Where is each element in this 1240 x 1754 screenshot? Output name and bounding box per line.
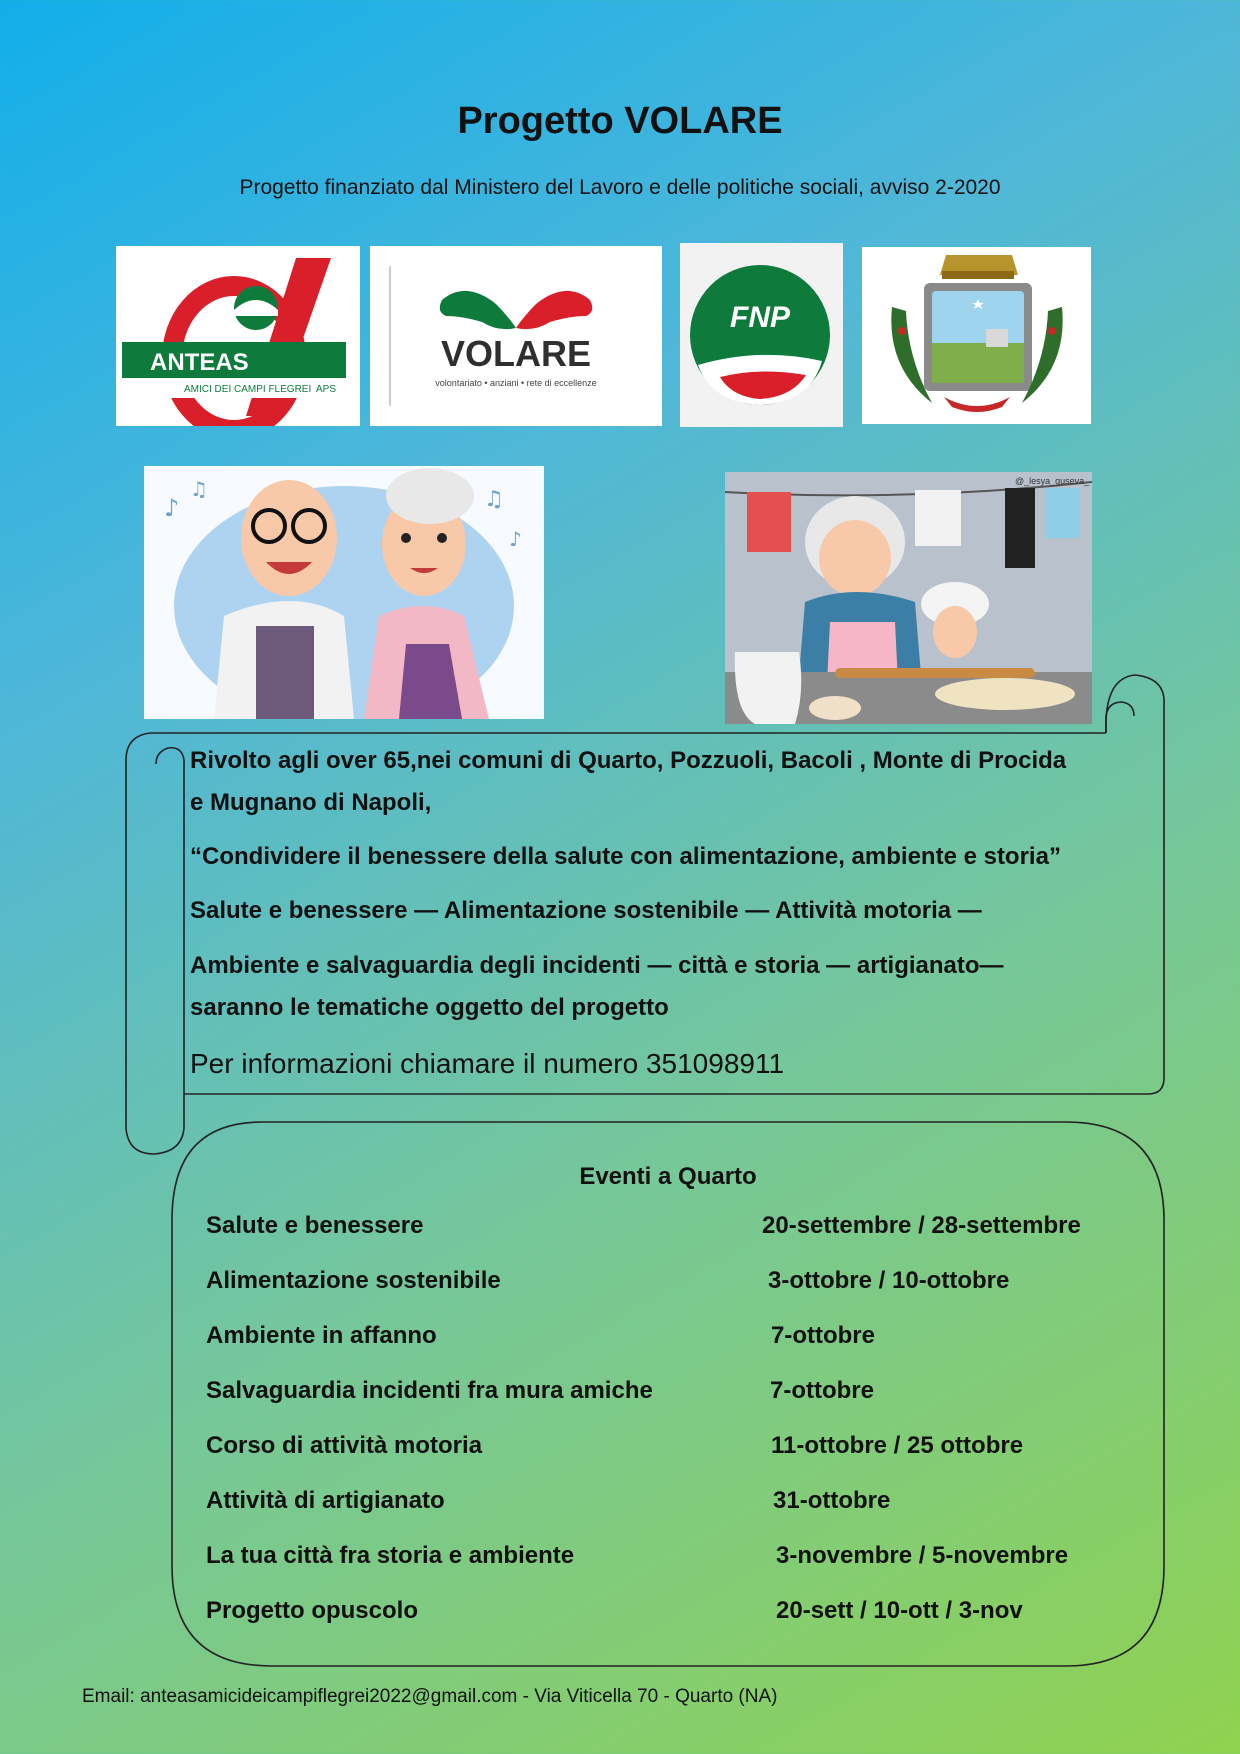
event-date: 7-ottobre: [770, 1377, 874, 1404]
scroll-line-themes-cont: Ambiente e salvaguardia degli incidenti — città e storia — artigianato—: [190, 952, 1004, 979]
event-name: Progetto opuscolo: [206, 1597, 418, 1624]
footer-contact: Email: anteasamicideicampiflegrei2022@gmail.com - Via Viticella 70 - Quarto (NA): [82, 1686, 778, 1707]
event-name: Attività di artigianato: [206, 1487, 445, 1514]
svg-text:♫: ♫: [484, 487, 504, 512]
anteas-logo-tagline: AMICI DEI CAMPI FLEGREI: [184, 384, 312, 395]
scroll-line-themes: Salute e benessere — Alimentazione sostenibile — Attività motoria —: [190, 897, 982, 924]
event-date: 11-ottobre / 25 ottobre: [771, 1432, 1024, 1459]
svg-text:♪: ♪: [509, 527, 522, 551]
page-subtitle: Progetto finanziato dal Ministero del Lavoro e delle politiche sociali, avviso 2-2020: [239, 176, 1001, 199]
event-name: Alimentazione sostenibile: [206, 1267, 501, 1294]
svg-text:♫: ♫: [190, 477, 208, 501]
event-date: 3-ottobre / 10-ottobre: [768, 1267, 1010, 1294]
event-date: 20-settembre / 28-settembre: [762, 1212, 1081, 1239]
event-date: 3-novembre / 5-novembre: [776, 1542, 1069, 1569]
event-name: La tua città fra storia e ambiente: [206, 1542, 575, 1569]
illustration-watermark: @_lesya_guseva_: [1015, 476, 1090, 486]
anteas-logo-name: ANTEAS: [150, 349, 249, 376]
svg-text:♪: ♪: [164, 494, 180, 522]
scroll-line-motto: “Condividere il benessere della salute con alimentazione, ambiente e storia”: [190, 843, 1061, 870]
events-title: Eventi a Quarto: [579, 1163, 757, 1190]
fnp-logo-name: FNP: [730, 301, 790, 334]
scroll-line-target-cont: e Mugnano di Napoli,: [190, 789, 432, 816]
contact-phone: Per informazioni chiamare il numero 351098911: [190, 1048, 785, 1079]
anteas-logo-suffix: APS: [316, 384, 337, 395]
volare-logo-tagline: volontariato • anziani • rete di eccellenze: [435, 378, 597, 388]
volare-logo-name: VOLARE: [440, 333, 592, 374]
event-date: 20-sett / 10-ott / 3-nov: [776, 1597, 1023, 1624]
event-name: Corso di attività motoria: [206, 1432, 483, 1459]
event-date: 31-ottobre: [773, 1487, 891, 1514]
scroll-line-target: Rivolto agli over 65,nei comuni di Quarto, Pozzuoli, Bacoli , Monte di Procida: [190, 747, 1067, 774]
page-title-text: Progetto VOLARE: [457, 100, 783, 142]
event-name: Ambiente in affanno: [206, 1322, 437, 1349]
event-name: Salvaguardia incidenti fra mura amiche: [206, 1377, 653, 1404]
scroll-line-themes-end: saranno le tematiche oggetto del progetto: [190, 994, 669, 1021]
event-name: Salute e benessere: [206, 1212, 424, 1239]
event-date: 7-ottobre: [771, 1322, 875, 1349]
